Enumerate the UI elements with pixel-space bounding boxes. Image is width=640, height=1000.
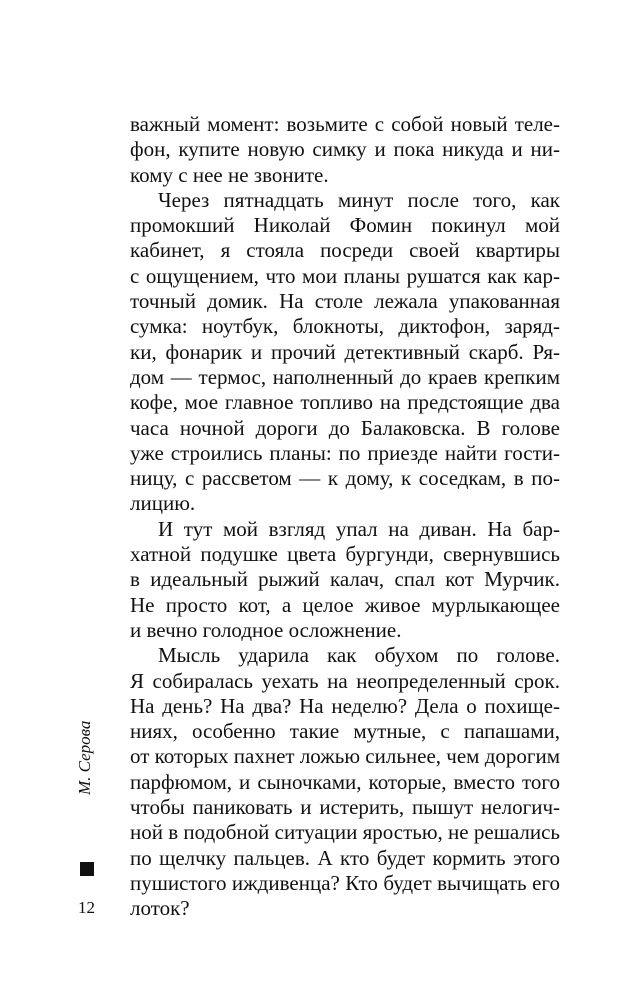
text-line: пушистого иждивенца? Кто будет вычищать его (130, 870, 560, 895)
text-line: с ощущением, что мои планы рушатся как кар- (130, 263, 560, 288)
text-line: парфюмом, и сыночками, которые, вместо того (130, 769, 560, 794)
text-line: Не просто кот, а целое живое мурлыкающее (130, 592, 560, 617)
text-line: ки, фонарик и прочий детективный скарб. Ря- (130, 339, 560, 364)
text-line: Мысль ударила как обухом по голове. (158, 643, 560, 668)
text-line: сумка: ноутбук, блокноты, диктофон, заряд- (130, 314, 560, 339)
text-line: На день? На два? На неделю? Дела о похище- (130, 693, 560, 718)
text-line: кому с нее не звоните. (130, 162, 329, 187)
text-line: лоток? (130, 896, 190, 921)
text-line: ной в подобной ситуации яростью, не решались (130, 820, 560, 845)
text-line: и вечно голодное осложнение. (130, 617, 402, 642)
text-line: дом — термос, наполненный до краев крепким (130, 364, 560, 389)
text-line: ниях, особенно такие мутные, с папашами, (130, 719, 560, 744)
text-line: от которых пахнет ложью сильнее, чем дорогим (130, 744, 561, 769)
square-marker-icon (80, 862, 94, 876)
text-line: И тут мой взгляд упал на диван. На бар- (158, 516, 560, 541)
text-line: точный домик. На столе лежала упакованная (130, 289, 560, 314)
text-line: в идеальный рыжий калач, спал кот Мурчик. (130, 567, 560, 592)
text-line: уже строились планы: по приезде найти гости- (130, 440, 560, 465)
running-head-author: М. Серова (75, 720, 94, 795)
text-line: Через пятнадцать минут после того, как (158, 187, 560, 212)
text-line: Я собиралась уехать на неопределенный срок. (130, 668, 560, 693)
text-line: ницу, с рассветом — к дому, к соседкам, в по- (130, 466, 560, 491)
text-line: промокший Николай Фомин покинул мой (130, 213, 560, 238)
text-line: чтобы паниковать и истерить, пышут нелогич- (130, 795, 560, 820)
text-line: важный момент: возьмите с собой новый теле- (130, 112, 560, 136)
text-line: хатной подушке цвета бургунди, свернувшись (130, 542, 560, 567)
text-line: кофе, мое главное топливо на предстоящие два (130, 390, 560, 415)
text-line: кабинет, я стояла посреди своей квартиры (130, 238, 560, 263)
body-text (130, 112, 560, 922)
text-line: лицию. (130, 491, 196, 516)
text-line: по щелчку пальцев. А кто будет кормить этого (130, 845, 560, 870)
text-line: часа ночной дороги до Балаковска. В голове (130, 415, 560, 440)
text-line: фон, купите новую симку и пока никуда и ни- (130, 137, 560, 162)
page-number: 12 (78, 898, 95, 917)
